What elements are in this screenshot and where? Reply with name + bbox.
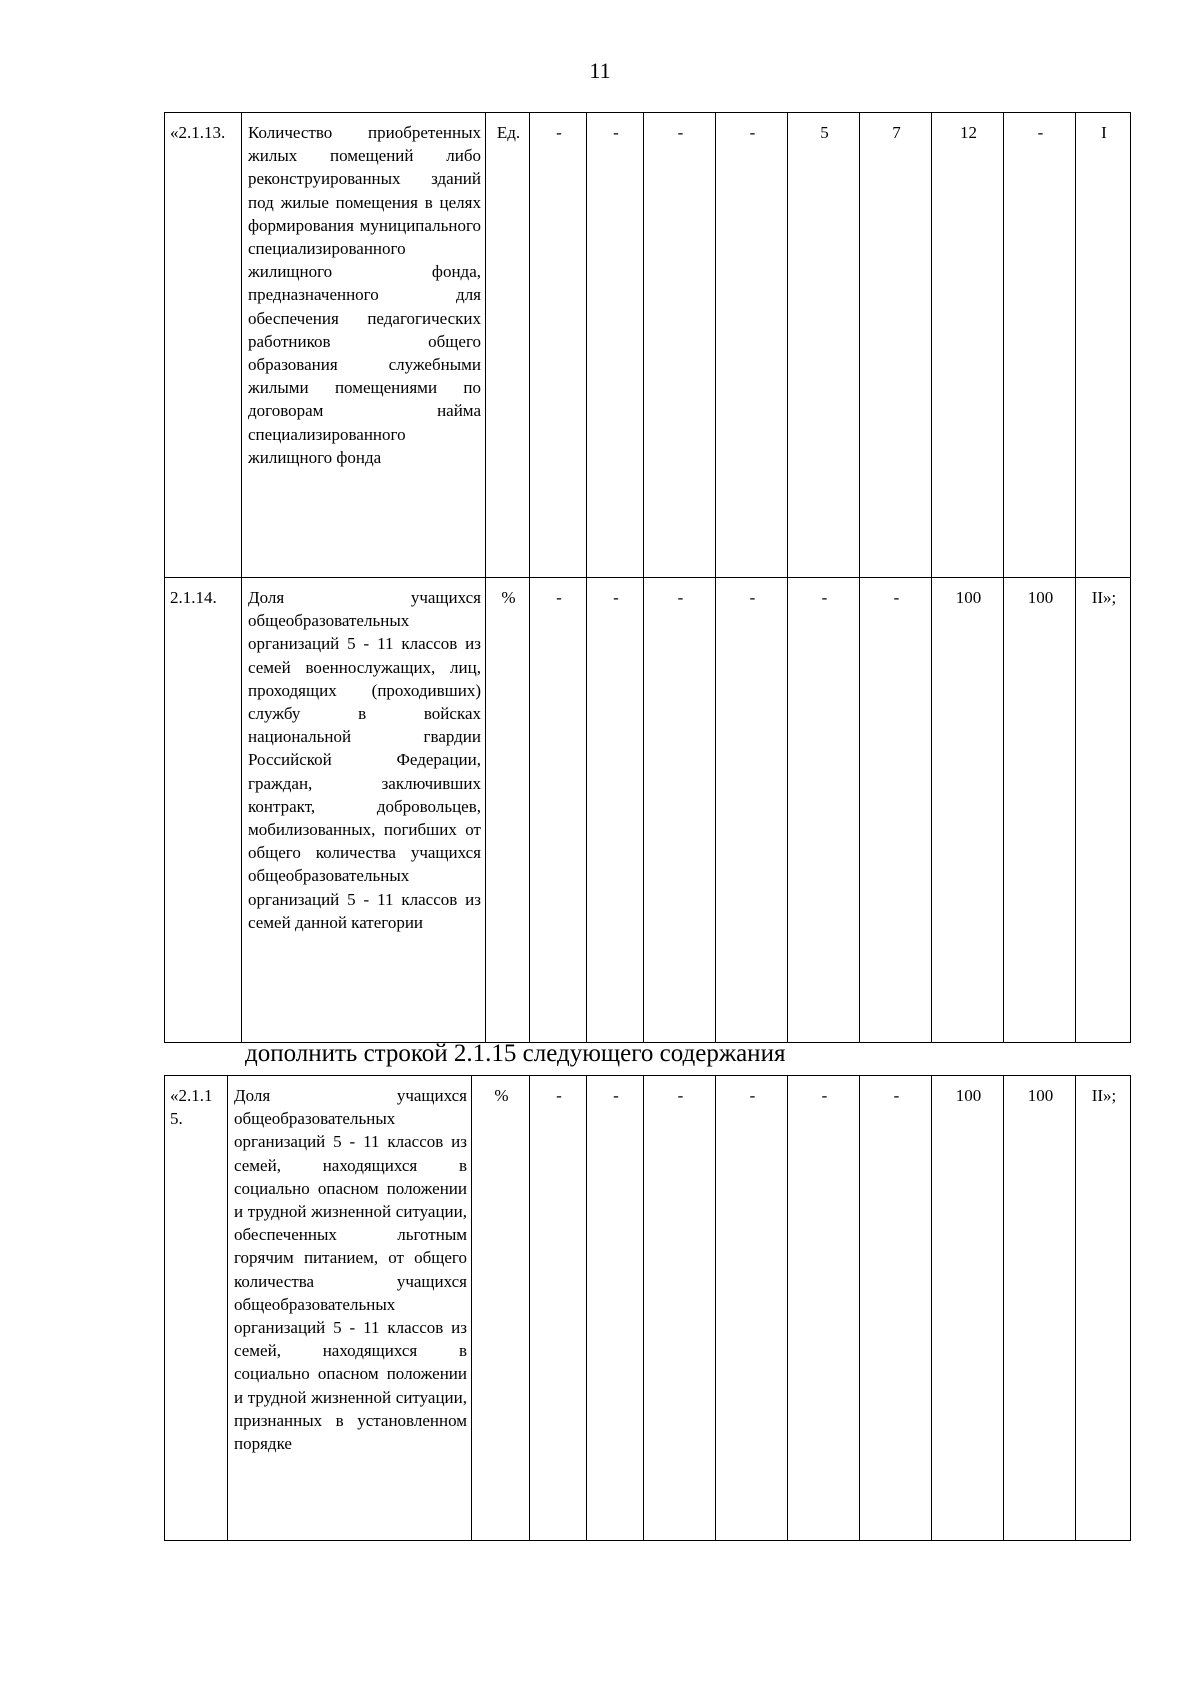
value-cell: 100: [1004, 578, 1076, 1043]
value-cell: -: [716, 1076, 788, 1541]
indicators-table: [164, 112, 1131, 1043]
page-number: 11: [589, 58, 611, 83]
value-cell: 7: [860, 113, 932, 578]
value-cell: -: [1004, 113, 1076, 578]
value-cell: -: [644, 578, 716, 1043]
value-cell: 100: [932, 1076, 1004, 1541]
table-row: [165, 1076, 1131, 1541]
unit-cell: Ед.: [486, 113, 530, 578]
value-cell: -: [530, 113, 587, 578]
category-cell: II»;: [1076, 1076, 1131, 1541]
table-row: [165, 578, 1131, 1043]
category-cell: II»;: [1076, 578, 1131, 1043]
value-cell: 100: [932, 578, 1004, 1043]
value-cell: -: [860, 1076, 932, 1541]
value-cell: -: [587, 113, 644, 578]
value-cell: -: [587, 1076, 644, 1541]
value-cell: -: [860, 578, 932, 1043]
row-number: «2.1.13.: [165, 113, 242, 578]
added-row-table: [164, 1075, 1131, 1541]
value-cell: 5: [788, 113, 860, 578]
value-cell: -: [716, 578, 788, 1043]
category-cell: I: [1076, 113, 1131, 578]
value-cell: -: [530, 578, 587, 1043]
value-cell: 12: [932, 113, 1004, 578]
indicator-description: Количество приобретенных жилых помещений либо реконструированных зданий под жилые помещения в целях формирования муниципального специализированного жилищного фонда, предназначенного для обеспечения педагогических работников общего образования служебными жилыми помещениями по договорам найма специализированного жилищного фонда: [242, 113, 486, 578]
value-cell: -: [644, 1076, 716, 1541]
unit-cell: %: [486, 578, 530, 1043]
indicator-description: Доля учащихся общеобразовательных организаций 5 - 11 классов из семей военнослужащих, лиц, проходящих (проходивших) службу в войсках национальной гвардии Российской Федерации, граждан, заключивших контракт, добровольцев, мобилизованных, погибших от общего количества учащихся общеобразовательных организаций 5 - 11 классов из семей данной категории: [242, 578, 486, 1043]
value-cell: 100: [1004, 1076, 1076, 1541]
value-cell: -: [587, 578, 644, 1043]
table-row: [165, 113, 1131, 578]
value-cell: -: [644, 113, 716, 578]
value-cell: -: [788, 578, 860, 1043]
value-cell: -: [788, 1076, 860, 1541]
value-cell: -: [716, 113, 788, 578]
value-cell: -: [530, 1076, 587, 1541]
addition-note: дополнить строкой 2.1.15 следующего содержания: [245, 1040, 786, 1067]
row-number: «2.1.1 5.: [165, 1076, 228, 1541]
row-number: 2.1.14.: [165, 578, 242, 1043]
unit-cell: %: [472, 1076, 530, 1541]
indicator-description: Доля учащихся общеобразовательных организаций 5 - 11 классов из семей, находящихся в социально опасном положении и трудной жизненной ситуации, обеспеченных льготным горячим питанием, от общего количества учащихся общеобразовательных организаций 5 - 11 классов из семей, находящихся в социально опасном положении и трудной жизненной ситуации, признанных в установленном порядке: [228, 1076, 472, 1541]
